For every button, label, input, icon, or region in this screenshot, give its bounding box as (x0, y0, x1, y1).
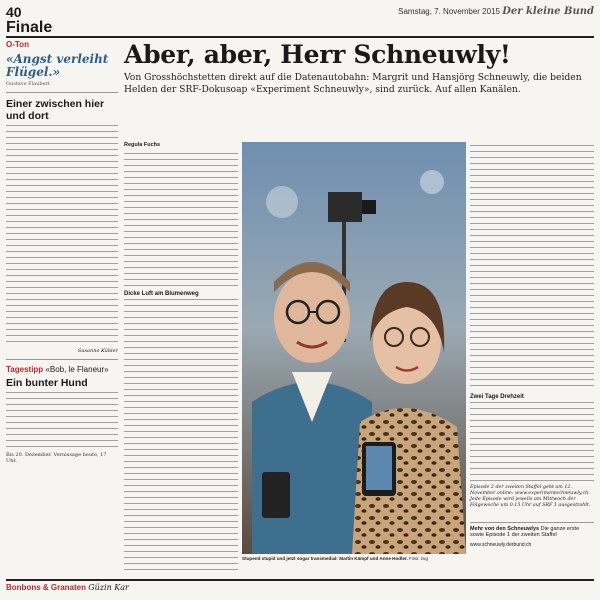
dateline (398, 6, 594, 17)
footer-author: Güzin Kar (88, 583, 129, 592)
right-subhead: Zwei Tage Drehzeit (470, 394, 524, 400)
caption-text: Stupend stupid und jetzt sogar transmedial: Martin Kämpf und Anne Hodler. (242, 556, 408, 561)
more-info-head (470, 526, 594, 538)
quote-text: «Angst verleiht Flügel.» (6, 52, 109, 79)
footer-rule (6, 579, 594, 581)
article-headline: Aber, aber, Herr Schneuwly! (124, 40, 511, 69)
tip-label: Tagestipp (6, 365, 44, 374)
footer (6, 583, 129, 592)
section-title: Finale (6, 19, 53, 36)
tip-body-text (6, 392, 118, 450)
more-info-title: Mehr von den Schneuwlys (470, 526, 540, 532)
photo-credit: Foto: zvg (409, 556, 428, 561)
photo-caption (242, 556, 466, 561)
article-body-text (470, 402, 594, 482)
paper-name: Der kleine Bund (502, 6, 594, 17)
article-body-text (124, 153, 238, 289)
more-info-sub: Die ganze erste sowie Episode 1 der zweiten Staffel (470, 526, 580, 538)
header-rule (6, 36, 594, 38)
article-lead: Von Grosshöchstetten direkt auf die Datenautobahn: Margrit und Hansjörg Schneuwly, die beiden Helden der SRF-Dokusoap «Experiment Schneuwly», sind zurück. Auf allen Kanälen. (124, 72, 582, 95)
tip-kicker (6, 365, 118, 374)
photo-illustration (242, 142, 466, 554)
tip-title: «Bob, le Flaneur» (45, 365, 109, 374)
page-number: 40 (6, 4, 22, 20)
footer-column-label: Bonbons & Granaten (6, 583, 87, 592)
column-author: Susanne Kübler (77, 348, 118, 354)
article-photo (242, 142, 466, 554)
episode-note: Episode 2 der zweiten Staffel geht am 12. November online: www.experimentschneuwly.ch. Jede Episode wird jeweils am Mittwoch der Folgewoche um 0.15 Uhr auf SRF 1 ausgestrahlt. (470, 485, 591, 508)
quote-kicker: O-Ton (6, 40, 29, 49)
article-byline: Regula Fuchs (124, 142, 161, 148)
more-info-link[interactable]: www.schneuwly.derbund.ch (470, 542, 532, 548)
article-body-text (124, 299, 238, 571)
divider (6, 359, 118, 360)
article-right-column (470, 142, 594, 574)
issue-date: Samstag, 7. November 2015 (398, 7, 500, 16)
tip-info: Bis 20. Dezember. Vernissage heute, 17 Uhr. (6, 452, 107, 464)
tip-headline: Ein bunter Hund (6, 377, 88, 389)
article-subhead: Dicke Luft am Blumenweg (124, 291, 199, 297)
article-body-text (470, 145, 594, 391)
article-body-column (124, 142, 238, 574)
column-headline: Einer zwischen hier und dort (6, 98, 105, 122)
column-body-text (6, 125, 118, 347)
left-column (6, 40, 118, 578)
divider (6, 92, 118, 93)
page-header (6, 4, 594, 34)
quote-source: Gustave Flaubert (6, 81, 50, 87)
more-info-box (470, 522, 594, 556)
article-header (124, 40, 594, 95)
